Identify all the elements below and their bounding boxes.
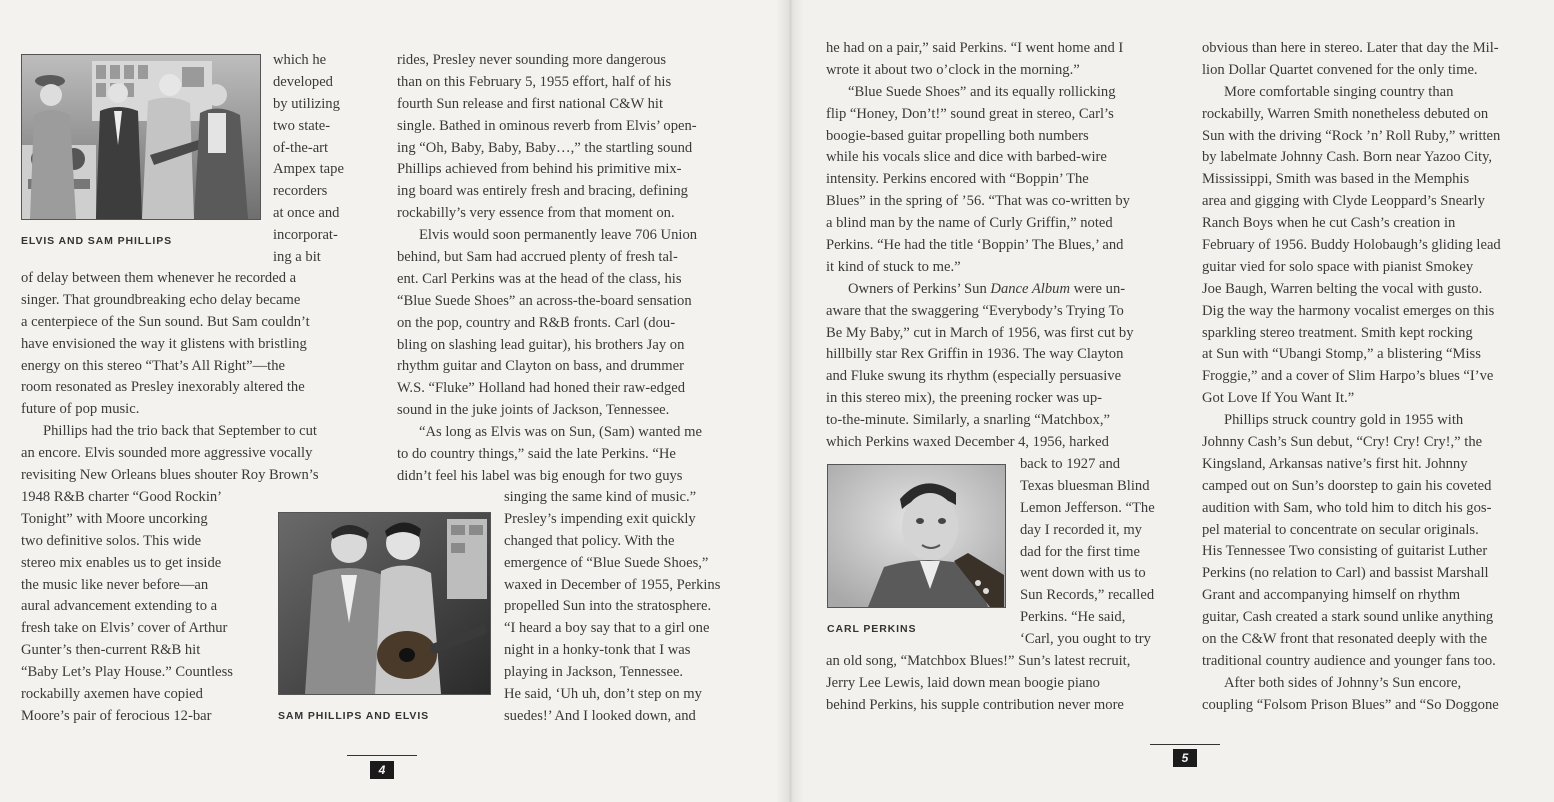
text-line: singer. That groundbreaking echo delay became — [21, 291, 301, 308]
text-line: obvious than here in stereo. Later that day the Mil- — [1202, 40, 1499, 56]
text-line: propelled Sun into the stratosphere. — [504, 598, 712, 615]
right-page — [790, 0, 1554, 802]
text-line: single. Bathed in ominous reverb from Elvis’ open- — [397, 117, 697, 134]
text-line: 1948 R&B charter “Good Rockin’ — [21, 489, 223, 505]
right-col2-text — [1202, 38, 1501, 717]
text-line: while his vocals slice and dice with barbed-wire — [826, 149, 1107, 166]
folio-number: 4 — [370, 761, 394, 779]
text-line: “I heard a boy say that to a girl one — [504, 620, 710, 637]
photo-sam-phillips-and-elvis — [278, 512, 491, 695]
text-line: His Tennessee Two consisting of guitarist Luther — [1202, 543, 1488, 560]
text-line: After both sides of Johnny’s Sun encore, — [1224, 674, 1462, 691]
text-line: to do country things,” said the late Perkins. “He — [397, 446, 676, 463]
text-line: which he — [273, 52, 327, 68]
text-line: a blind man by the name of Curly Griffin,” noted — [826, 215, 1113, 232]
text-line: stereo mix enables us to get inside — [21, 554, 222, 571]
text-line: traditional country audience and younger fans too. — [1202, 652, 1496, 669]
text-line: Texas bluesman Blind — [1020, 477, 1150, 494]
text-line: “Blue Suede Shoes” an across-the-board sensation — [397, 292, 692, 309]
text-line-owners — [826, 279, 1134, 301]
caption-carl-perkins: CARL PERKINS — [827, 623, 917, 635]
text-line: rockabilly, Warren Smith nonetheless debuted on — [1202, 105, 1489, 122]
album-title: Dance Album — [990, 280, 1070, 297]
text-line: “Blue Suede Shoes” and its equally rollicking — [848, 83, 1116, 100]
text-line: two state- — [273, 117, 331, 134]
text-line: in this stereo mix), the preening rocker was up- — [826, 390, 1102, 407]
text-segment: were un- — [1070, 280, 1126, 297]
text-line: suedes!’ And I looked down, and — [504, 707, 696, 724]
text-line: ing “Oh, Baby, Baby, Baby…,” the startling sound — [397, 139, 693, 156]
text-line: on the C&W front that resonated deeply with the — [1202, 631, 1488, 648]
text-line: night in a honky-tonk that I was — [504, 642, 691, 659]
text-line: guitar vied for solo space with pianist Smokey — [1202, 258, 1474, 275]
text-line: back to 1927 and — [1020, 456, 1121, 472]
text-line: ‘Carl, you ought to try — [1020, 631, 1151, 648]
caption-elvis-and-sam-phillips: ELVIS AND SAM PHILLIPS — [21, 235, 173, 247]
text-line: changed that policy. With the — [504, 532, 675, 549]
text-line: audition with Sam, who told him to ditch his gos- — [1202, 499, 1492, 516]
text-line: hillbilly star Rex Griffin in 1936. The way Clayton — [826, 346, 1124, 363]
text-line: emergence of “Blue Suede Shoes,” — [504, 554, 709, 571]
text-line: Phillips struck country gold in 1955 with — [1224, 412, 1464, 429]
text-line: it kind of stuck to me.” — [826, 258, 961, 275]
text-line: he had on a pair,” said Perkins. “I went home and I — [826, 40, 1124, 56]
left-col1-full-text — [21, 268, 319, 487]
text-line: Dig the way the harmony vocalist emerges on this — [1202, 302, 1495, 319]
text-line: future of pop music. — [21, 401, 140, 418]
text-line: Mississippi, Smith was based in the Memphis — [1202, 171, 1470, 188]
left-col1-wrap-text — [273, 50, 344, 269]
text-line: ing board was entirely fresh and bracing, defining — [397, 183, 688, 200]
book-gutter — [776, 0, 804, 802]
caption-sam-phillips-and-elvis: SAM PHILLIPS AND ELVIS — [278, 710, 430, 722]
text-line: went down with us to — [1020, 565, 1146, 582]
text-line: Moore’s pair of ferocious 12-bar — [21, 707, 212, 724]
text-segment: Owners of Perkins’ Sun — [848, 280, 991, 297]
text-line: More comfortable singing country than — [1224, 83, 1454, 100]
text-line: Jerry Lee Lewis, laid down mean boogie piano — [826, 674, 1100, 691]
text-line: rockabilly’s very essence from that moment on. — [397, 205, 675, 222]
left-col2-full-text — [397, 50, 702, 488]
left-col1-narrow-text — [21, 487, 233, 728]
text-line: Grant and accompanying himself on rhythm — [1202, 587, 1461, 604]
text-line: singing the same kind of music.” — [504, 489, 697, 505]
text-line: to-the-minute. Similarly, a snarling “Matchbox,” — [826, 412, 1110, 429]
text-line: on the pop, country and R&B fronts. Carl (dou- — [397, 314, 676, 331]
text-line: of delay between them whenever he recorded a — [21, 270, 297, 286]
text-line: playing in Jackson, Tennessee. — [504, 664, 684, 681]
text-line: energy on this stereo “That’s All Right”—the — [21, 357, 285, 374]
text-line: Sun Records,” recalled — [1020, 587, 1155, 604]
text-line: Phillips achieved from behind his primitive mix- — [397, 161, 682, 178]
text-line: Joe Baugh, Warren belting the vocal with gusto. — [1202, 280, 1483, 297]
text-line: revisiting New Orleans blues shouter Roy Brown’s — [21, 467, 319, 484]
text-line: pel material to concentrate on secular originals. — [1202, 521, 1479, 538]
text-line: recorders — [273, 183, 328, 200]
text-line: ing a bit — [273, 249, 321, 266]
text-line: Johnny Cash’s Sun debut, “Cry! Cry! Cry!,” the — [1202, 434, 1483, 451]
text-line: rhythm guitar and Clayton on bass, and drummer — [397, 358, 684, 375]
text-line: of-the-art — [273, 139, 329, 156]
text-line: didn’t feel his label was big enough for two guys — [397, 467, 683, 484]
text-line: and Fluke swung its rhythm (especially persuasive — [826, 368, 1122, 385]
text-line: Blues” in the spring of ’56. “That was co-written by — [826, 193, 1130, 210]
text-line: Perkins (no relation to Carl) and bassist Marshall — [1202, 565, 1489, 582]
text-line: coupling “Folsom Prison Blues” and “So Doggone — [1202, 696, 1499, 713]
text-line: ent. Carl Perkins was at the head of the class, his — [397, 270, 682, 287]
text-line: lion Dollar Quartet convened for the only time. — [1202, 61, 1478, 78]
text-line: W.S. “Fluke” Holland had honed their raw-edged — [397, 380, 686, 397]
text-line: Sun with the driving “Rock ’n’ Roll Ruby,” written — [1202, 127, 1501, 144]
text-line: Ranch Boys when he cut Cash’s creation in — [1202, 215, 1456, 232]
text-line: sparkling stereo treatment. Smith kept rocking — [1202, 324, 1473, 341]
text-line: fresh take on Elvis’ cover of Arthur — [21, 620, 228, 637]
text-line: dad for the first time — [1020, 543, 1140, 560]
text-line: a centerpiece of the Sun sound. But Sam couldn’t — [21, 313, 310, 330]
text-line: rockabilly axemen have copied — [21, 686, 203, 703]
text-line: guitar, Cash created a stark sound unlike anything — [1202, 609, 1494, 626]
text-line: incorporat- — [273, 227, 338, 244]
text-line: Got Love If You Want It.” — [1202, 390, 1355, 407]
text-line: aural advancement extending to a — [21, 598, 218, 615]
text-line: Tonight” with Moore uncorking — [21, 510, 208, 527]
left-col2-narrow-text — [504, 487, 720, 728]
text-line: have envisioned the way it glistens with bristling — [21, 335, 307, 352]
text-line: Presley’s impending exit quickly — [504, 510, 696, 527]
text-line: an old song, “Matchbox Blues!” Sun’s latest recruit, — [826, 653, 1131, 669]
right-col1-full-text — [826, 38, 1134, 454]
text-line: an encore. Elvis sounded more aggressive vocally — [21, 445, 313, 462]
folio-rule — [347, 755, 417, 756]
text-line: Kingsland, Arkansas native’s first hit. Johnny — [1202, 455, 1468, 472]
text-line: behind Perkins, his supple contribution never more — [826, 696, 1124, 713]
text-line: by labelmate Johnny Cash. Born near Yazoo City, — [1202, 149, 1493, 166]
text-line: Gunter’s then-current R&B hit — [21, 642, 201, 659]
text-line: flip “Honey, Don’t!” sound great in stereo, Carl’s — [826, 105, 1114, 122]
text-line: rides, Presley never sounding more dangerous — [397, 52, 667, 68]
text-line: behind, but Sam had accrued plenty of fresh tal- — [397, 249, 678, 266]
text-line: Phillips had the trio back that September to cut — [43, 423, 317, 440]
text-line: “As long as Elvis was on Sun, (Sam) wanted me — [419, 424, 702, 441]
text-line: Perkins. “He had the title ‘Boppin’ The Blues,’ and — [826, 237, 1124, 254]
text-line: two definitive solos. This wide — [21, 532, 202, 549]
text-line: boogie-based guitar propelling both numbers — [826, 127, 1089, 144]
text-line: the music like never before—an — [21, 576, 209, 593]
text-line: wrote it about two o’clock in the morning.” — [826, 61, 1080, 78]
text-line: Lemon Jefferson. “The — [1020, 499, 1155, 516]
text-line: camped out on Sun’s doorstep to gain his coveted — [1202, 477, 1492, 494]
text-line: developed — [273, 73, 333, 90]
text-line: aware that the swaggering “Everybody’s Trying To — [826, 302, 1124, 319]
right-col1-bottom-text — [826, 651, 1130, 717]
text-line: at once and — [273, 205, 340, 222]
text-line: Elvis would soon permanently leave 706 Union — [419, 227, 698, 244]
text-line: Perkins. “He said, — [1020, 609, 1126, 626]
right-col1-narrow-text — [1020, 454, 1155, 651]
text-line: fourth Sun release and first national C&W hit — [397, 95, 664, 112]
text-line: waxed in December of 1955, Perkins — [504, 576, 721, 593]
text-line: Ampex tape — [273, 161, 344, 178]
text-line: intensity. Perkins encored with “Boppin’ The — [826, 171, 1089, 188]
text-line: He said, ‘Uh uh, don’t step on my — [504, 686, 702, 703]
text-line: at Sun with “Ubangi Stomp,” a blistering “Miss — [1202, 346, 1481, 363]
photo-carl-perkins — [827, 464, 1006, 608]
folio-number: 5 — [1173, 749, 1197, 767]
text-line: room resonated as Presley inexorably altered the — [21, 379, 305, 396]
text-line: than on this February 5, 1955 effort, half of his — [397, 73, 672, 90]
text-line: Be My Baby,” cut in March of 1956, was first cut by — [826, 324, 1134, 341]
text-line: area and gigging with Clyde Leoppard’s Snearly — [1202, 193, 1485, 210]
text-line: sound in the juke joints of Jackson, Tennessee. — [397, 402, 670, 419]
text-line: which Perkins waxed December 4, 1956, harked — [826, 434, 1109, 451]
text-line: Froggie,” and a cover of Slim Harpo’s blues “I’ve — [1202, 368, 1494, 385]
text-line: by utilizing — [273, 95, 340, 112]
folio-rule — [1150, 744, 1220, 745]
text-line: bling on slashing lead guitar), his brothers Jay on — [397, 336, 685, 353]
text-line: day I recorded it, my — [1020, 521, 1142, 538]
text-line: February of 1956. Buddy Holobaugh’s gliding lead — [1202, 237, 1501, 254]
text-line: “Baby Let’s Play House.” Countless — [21, 664, 233, 681]
photo-elvis-and-sam-phillips — [21, 54, 261, 220]
